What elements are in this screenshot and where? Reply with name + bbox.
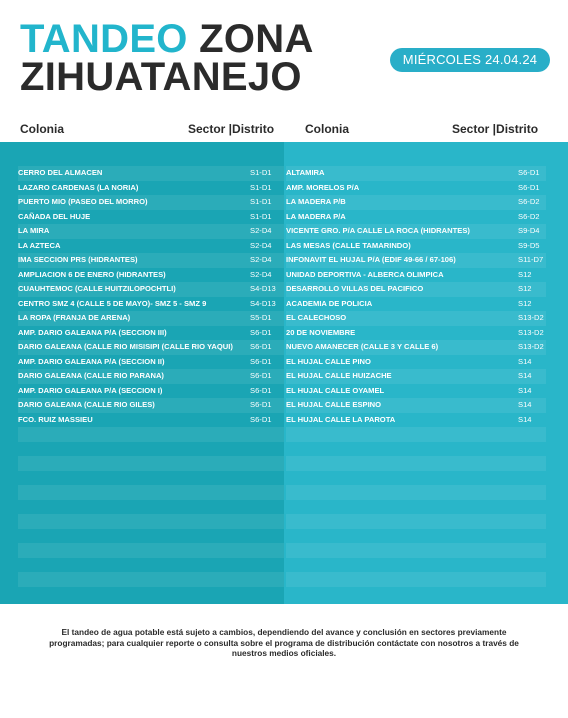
colonia-name: LA AZTECA — [18, 240, 61, 250]
table-row — [284, 181, 546, 196]
colonia-name: CENTRO SMZ 4 (CALLE 5 DE MAYO)- SMZ 5 - SMZ 9 — [18, 298, 207, 308]
sector-code: S12 — [518, 298, 532, 308]
table-row — [284, 311, 546, 326]
table-row — [18, 413, 280, 428]
sector-code: S6-D2 — [518, 197, 540, 206]
table-row — [284, 282, 546, 297]
sector-code: S9-D5 — [518, 240, 540, 250]
table-row — [284, 195, 546, 210]
table-row — [18, 253, 280, 268]
table-row — [284, 413, 546, 428]
sector-code: S11-D7 — [518, 255, 544, 264]
colonia-name: LA MADERA P/B — [286, 197, 346, 206]
table-row — [18, 398, 280, 413]
sector-code: S5-D1 — [250, 313, 272, 322]
colonia-name: AMP. DARIO GALEANA P/A (SECCION III) — [18, 327, 167, 337]
table-row — [18, 369, 280, 384]
sector-code: S6-D1 — [250, 371, 272, 380]
row-stripe — [18, 514, 284, 529]
colonia-name: EL HUJAL CALLE ESPINO — [286, 400, 382, 409]
table-row — [18, 340, 280, 355]
table-row — [18, 224, 280, 239]
colonia-name: LA ROPA (FRANJA DE ARENA) — [18, 313, 131, 322]
sector-code: S6-D1 — [250, 414, 272, 424]
row-stripe — [286, 514, 546, 529]
sector-code: S2-D4 — [250, 240, 272, 250]
right-rows — [284, 166, 546, 427]
sector-code: S6-D1 — [250, 356, 272, 366]
sector-code: S1-D1 — [250, 168, 272, 177]
table-row — [284, 398, 546, 413]
table-row — [18, 195, 280, 210]
sector-code: S1-D1 — [250, 182, 272, 192]
colonia-name: ACADEMIA DE POLICIA — [286, 298, 373, 308]
left-header-colonia: Colonia — [20, 122, 64, 136]
sector-code: S14 — [518, 414, 532, 424]
sector-code: S14 — [518, 385, 532, 395]
table-row — [284, 297, 546, 312]
colonia-name: IMA SECCION PRS (HIDRANTES) — [18, 255, 138, 264]
sector-code: S4-D13 — [250, 298, 276, 308]
colonia-name: EL CALECHOSO — [286, 313, 347, 322]
row-stripe — [18, 485, 284, 500]
left-header-sector: Sector |Distrito — [188, 122, 275, 136]
sector-code: S14 — [518, 371, 532, 380]
sector-code: S14 — [518, 356, 532, 366]
page-title — [20, 17, 314, 99]
sector-code: S2-D4 — [250, 226, 272, 235]
colonia-name: AMPLIACION 6 DE ENERO (HIDRANTES) — [18, 269, 166, 279]
table-row — [18, 326, 280, 341]
sector-code: S6-D1 — [518, 168, 540, 177]
sector-code: S9-D4 — [518, 226, 540, 235]
sector-code: S14 — [518, 400, 532, 409]
colonia-name: LAZARO CARDENAS (LA NORIA) — [18, 182, 139, 192]
table-row — [18, 384, 280, 399]
table-row — [18, 355, 280, 370]
colonia-name: DESARROLLO VILLAS DEL PACIFICO — [286, 284, 424, 293]
sector-code: S1-D1 — [250, 211, 272, 221]
sector-code: S6-D2 — [518, 211, 540, 221]
row-stripe — [18, 572, 284, 587]
row-stripe — [286, 500, 546, 515]
sector-code: S4-D13 — [250, 284, 276, 293]
date-badge: MIÉRCOLES 24.04.24 — [390, 48, 550, 72]
table-row — [284, 268, 546, 283]
colonia-name: LAS MESAS (CALLE TAMARINDO) — [286, 240, 411, 250]
sector-code: S6-D1 — [250, 327, 272, 337]
row-stripe — [18, 471, 284, 486]
title-accent: TANDEO — [20, 17, 188, 61]
row-stripe — [286, 572, 546, 587]
sector-code: S13-D2 — [518, 313, 544, 322]
title-zona: ZONA — [199, 17, 314, 61]
footer-note: El tandeo de agua potable está sujeto a cambios, dependiendo del avance y conclusión en sectores previamente programadas; para cualquier reporte o consulta sobre el programa de distribución contáctate con nosotros a través de nuestros medios oficiales. — [49, 627, 519, 658]
row-stripe — [286, 442, 546, 457]
sector-code: S13-D2 — [518, 327, 544, 337]
sector-code: S6-D1 — [250, 342, 272, 351]
colonia-name: AMP. DARIO GALEANA P/A (SECCION II) — [18, 356, 165, 366]
row-stripe — [18, 427, 284, 442]
table-row — [18, 268, 280, 283]
colonia-name: 20 DE NOVIEMBRE — [286, 327, 356, 337]
colonia-name: EL HUJAL CALLE PINO — [286, 356, 371, 366]
right-header-colonia: Colonia — [305, 122, 349, 136]
row-stripe — [286, 558, 546, 573]
table-row — [18, 297, 280, 312]
row-stripe — [18, 558, 284, 573]
table-row — [284, 166, 546, 181]
colonia-name: AMP. DARIO GALEANA P/A (SECCION I) — [18, 385, 163, 395]
left-rows — [18, 166, 280, 427]
colonia-name: CERRO DEL ALMACEN — [18, 168, 103, 177]
colonia-name: DARIO GALEANA (CALLE RIO MISISIPI (CALLE RIO YAQUI) — [18, 342, 233, 351]
table-row — [284, 239, 546, 254]
colonia-name: CUAUHTEMOC (CALLE HUITZILOPOCHTLI) — [18, 284, 176, 293]
right-header-sector: Sector |Distrito — [452, 122, 539, 136]
table-row — [18, 166, 280, 181]
table-row — [284, 369, 546, 384]
table-row — [284, 355, 546, 370]
sector-code: S13-D2 — [518, 342, 544, 351]
row-stripe — [286, 529, 546, 544]
table-row — [284, 326, 546, 341]
table-row — [284, 340, 546, 355]
sector-code: S1-D1 — [250, 197, 272, 206]
row-stripe — [18, 442, 284, 457]
colonia-name: PUERTO MIO (PASEO DEL MORRO) — [18, 197, 148, 206]
colonia-name: ALTAMIRA — [286, 168, 325, 177]
colonia-name: LA MADERA P/A — [286, 211, 346, 221]
table-row — [18, 181, 280, 196]
row-stripe — [286, 427, 546, 442]
row-stripe — [286, 456, 546, 471]
table-row — [284, 224, 546, 239]
sector-code: S2-D4 — [250, 255, 272, 264]
sector-code: S6-D1 — [250, 385, 272, 395]
sector-code: S12 — [518, 269, 532, 279]
colonia-name: INFONAVIT EL HUJAL P/A (EDIF 49-66 / 67-106) — [286, 255, 456, 264]
sector-code: S6-D1 — [250, 400, 272, 409]
right-table-panel — [284, 142, 568, 604]
row-stripe — [286, 485, 546, 500]
table-row — [284, 253, 546, 268]
table-row — [18, 282, 280, 297]
colonia-name: CAÑADA DEL HUJE — [18, 211, 91, 221]
colonia-name: AMP. MORELOS P/A — [286, 182, 360, 192]
colonia-name: NUEVO AMANECER (CALLE 3 Y CALLE 6) — [286, 342, 439, 351]
colonia-name: EL HUJAL CALLE HUIZACHE — [286, 371, 392, 380]
colonia-name: UNIDAD DEPORTIVA - ALBERCA OLIMPICA — [286, 269, 444, 279]
sector-code: S2-D4 — [250, 269, 272, 279]
colonia-name: VICENTE GRO. P/A CALLE LA ROCA (HIDRANTES) — [286, 226, 470, 235]
colonia-name: EL HUJAL CALLE LA PAROTA — [286, 414, 396, 424]
row-stripe — [18, 543, 284, 558]
table-row — [284, 384, 546, 399]
colonia-name: DARIO GALEANA (CALLE RIO PARANA) — [18, 371, 164, 380]
table-row — [284, 210, 546, 225]
sector-code: S6-D1 — [518, 182, 540, 192]
table-row — [18, 311, 280, 326]
row-stripe — [18, 456, 284, 471]
colonia-name: LA MIRA — [18, 226, 50, 235]
colonia-name: FCO. RUIZ MASSIEU — [18, 414, 93, 424]
left-table-panel — [0, 142, 284, 604]
colonia-name: DARIO GALEANA (CALLE RIO GILES) — [18, 400, 155, 409]
row-stripe — [18, 500, 284, 515]
colonia-name: EL HUJAL CALLE OYAMEL — [286, 385, 385, 395]
title-city: ZIHUATANEJO — [20, 55, 302, 99]
row-stripe — [286, 543, 546, 558]
row-stripe — [18, 529, 284, 544]
table-row — [18, 210, 280, 225]
sector-code: S12 — [518, 284, 532, 293]
table-row — [18, 239, 280, 254]
row-stripe — [286, 471, 546, 486]
